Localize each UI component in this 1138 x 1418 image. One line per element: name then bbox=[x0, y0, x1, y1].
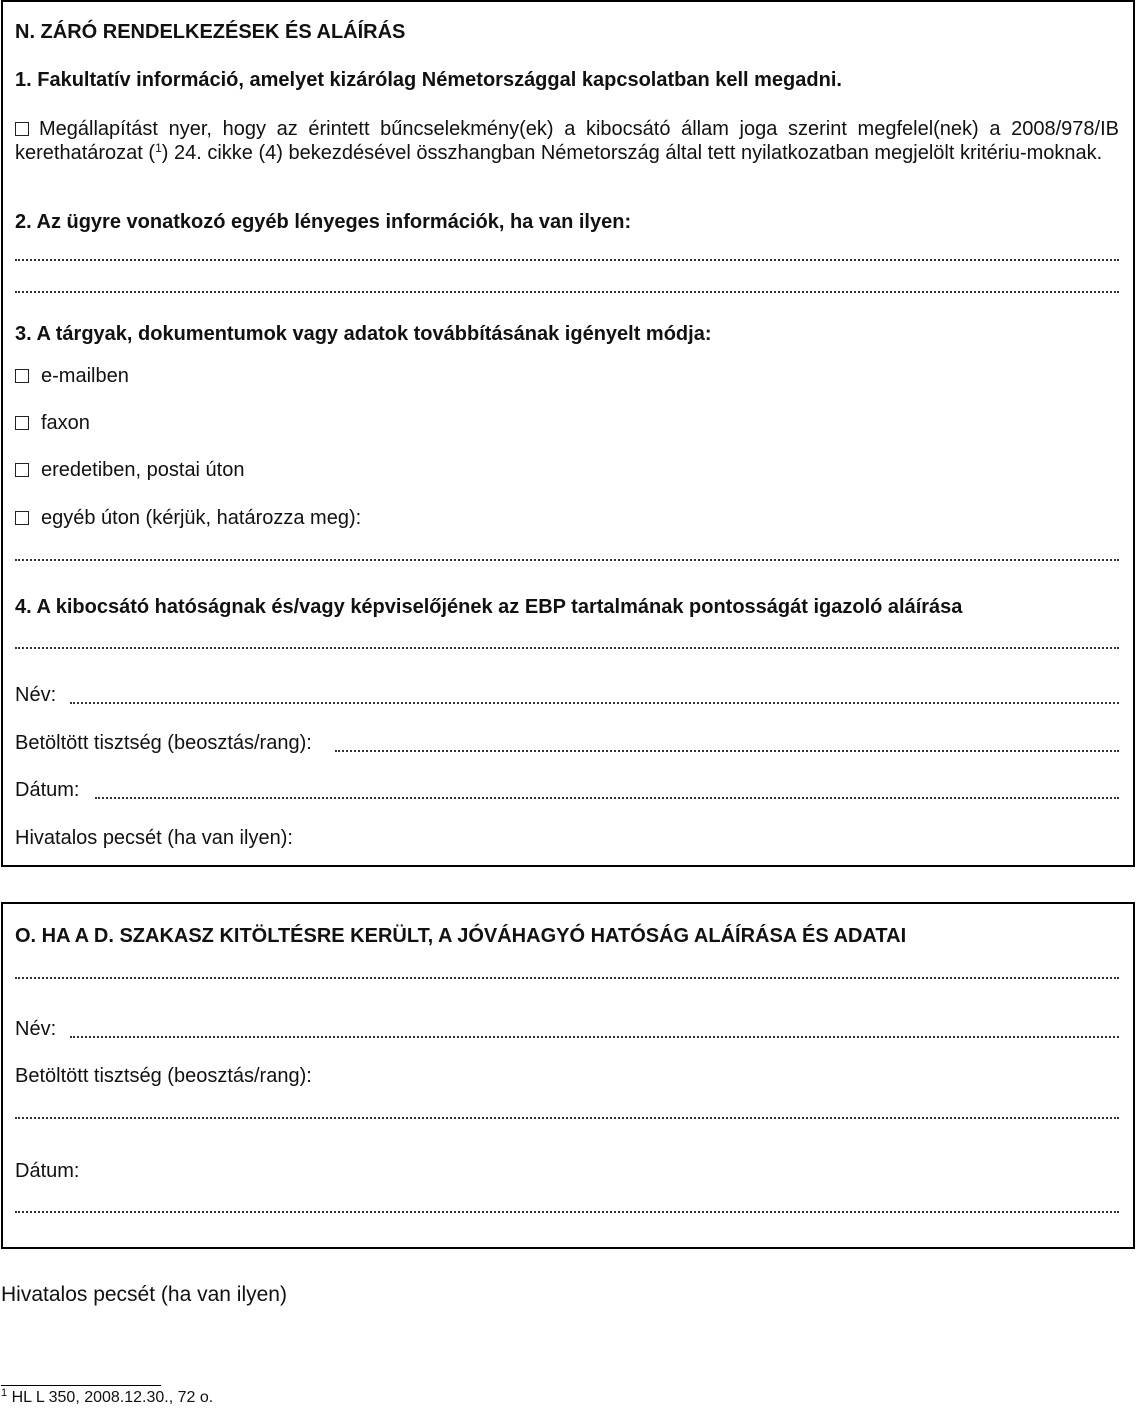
option-fax-label: faxon bbox=[41, 412, 90, 434]
q3-label: 3. A tárgyak, dokumentumok vagy adatok továbbításának igényelt módja: bbox=[15, 323, 712, 345]
name-field[interactable] bbox=[70, 702, 1119, 704]
o-position-label: Betöltött tisztség (beosztás/rang): bbox=[15, 1065, 312, 1087]
checkbox-fax[interactable] bbox=[15, 416, 29, 430]
footnote-ref: 1 bbox=[155, 141, 162, 155]
date-label: Dátum: bbox=[15, 779, 80, 801]
option-post[interactable] bbox=[15, 458, 1119, 482]
checkbox-germany-criteria[interactable] bbox=[15, 122, 29, 136]
o-date-field[interactable] bbox=[15, 1192, 1119, 1216]
other-method-line[interactable] bbox=[15, 540, 1119, 564]
checkbox-other[interactable] bbox=[15, 511, 29, 525]
section-n-heading: N. ZÁRÓ RENDELKEZÉSEK ÉS ALÁÍRÁS bbox=[15, 21, 406, 43]
o-name-label: Név: bbox=[15, 1018, 57, 1040]
date-row bbox=[15, 778, 1119, 802]
option-post-label: eredetiben, postai úton bbox=[41, 459, 245, 481]
checkbox-post[interactable] bbox=[15, 463, 29, 477]
footnote-mark: 1 bbox=[1, 1387, 8, 1399]
option-fax[interactable] bbox=[15, 411, 1119, 435]
o-signature-line[interactable] bbox=[15, 958, 1119, 982]
section-o-box bbox=[1, 902, 1135, 1249]
checkbox-email[interactable] bbox=[15, 369, 29, 383]
option-other[interactable] bbox=[15, 506, 1119, 530]
option-other-label: egyéb úton (kérjük, határozza meg): bbox=[41, 507, 362, 529]
name-label: Név: bbox=[15, 684, 57, 706]
q2-line-2[interactable] bbox=[15, 272, 1119, 296]
q2-label: 2. Az ügyre vonatkozó egyéb lényeges információk, ha van ilyen: bbox=[15, 211, 632, 233]
date-field[interactable] bbox=[95, 797, 1119, 799]
o-position-field[interactable] bbox=[15, 1098, 1119, 1122]
footnote bbox=[1, 1388, 213, 1408]
o-name-field[interactable] bbox=[70, 1036, 1119, 1038]
section-n-box bbox=[1, 0, 1135, 867]
q1-text-a: Megállapítást nyer, hogy az érintett bűncselekmény(ek) a kibocsátó állam joga szerint megfelel(nek) a 2008/978/IB kerethatározat ( bbox=[15, 118, 1119, 164]
signature-line[interactable] bbox=[15, 628, 1119, 652]
q2-line-1[interactable] bbox=[15, 240, 1119, 264]
o-date-label: Dátum: bbox=[15, 1160, 80, 1182]
footnote-rule bbox=[1, 1385, 161, 1386]
position-field[interactable] bbox=[335, 750, 1119, 752]
q4-label: 4. A kibocsátó hatóságnak és/vagy képviselőjének az EBP tartalmának pontosságát igazoló aláírása bbox=[15, 596, 963, 618]
q1-germany-paragraph bbox=[15, 117, 1119, 165]
stamp-label: Hivatalos pecsét (ha van ilyen): bbox=[15, 827, 293, 849]
footer-stamp-label: Hivatalos pecsét (ha van ilyen) bbox=[1, 1283, 287, 1306]
name-row bbox=[15, 683, 1119, 707]
o-name-row bbox=[15, 1017, 1119, 1041]
section-o-heading: O. HA A D. SZAKASZ KITÖLTÉSRE KERÜLT, A JÓVÁHAGYÓ HATÓSÁG ALÁÍRÁSA ÉS ADATAI bbox=[15, 925, 907, 947]
q1-label: 1. Fakultatív információ, amelyet kizárólag Németországgal kapcsolatban kell megadni. bbox=[15, 69, 842, 91]
q1-text-b: ) 24. cikke (4) bekezdésével összhangban Németország által tett nyilatkozatban megjelölt kritériu-moknak. bbox=[161, 142, 1103, 164]
position-row bbox=[15, 731, 1119, 755]
footnote-text: HL L 350, 2008.12.30., 72 o. bbox=[7, 1389, 214, 1406]
option-email-label: e-mailben bbox=[41, 365, 129, 387]
option-email[interactable] bbox=[15, 364, 1119, 388]
position-label: Betöltött tisztség (beosztás/rang): bbox=[15, 732, 312, 754]
